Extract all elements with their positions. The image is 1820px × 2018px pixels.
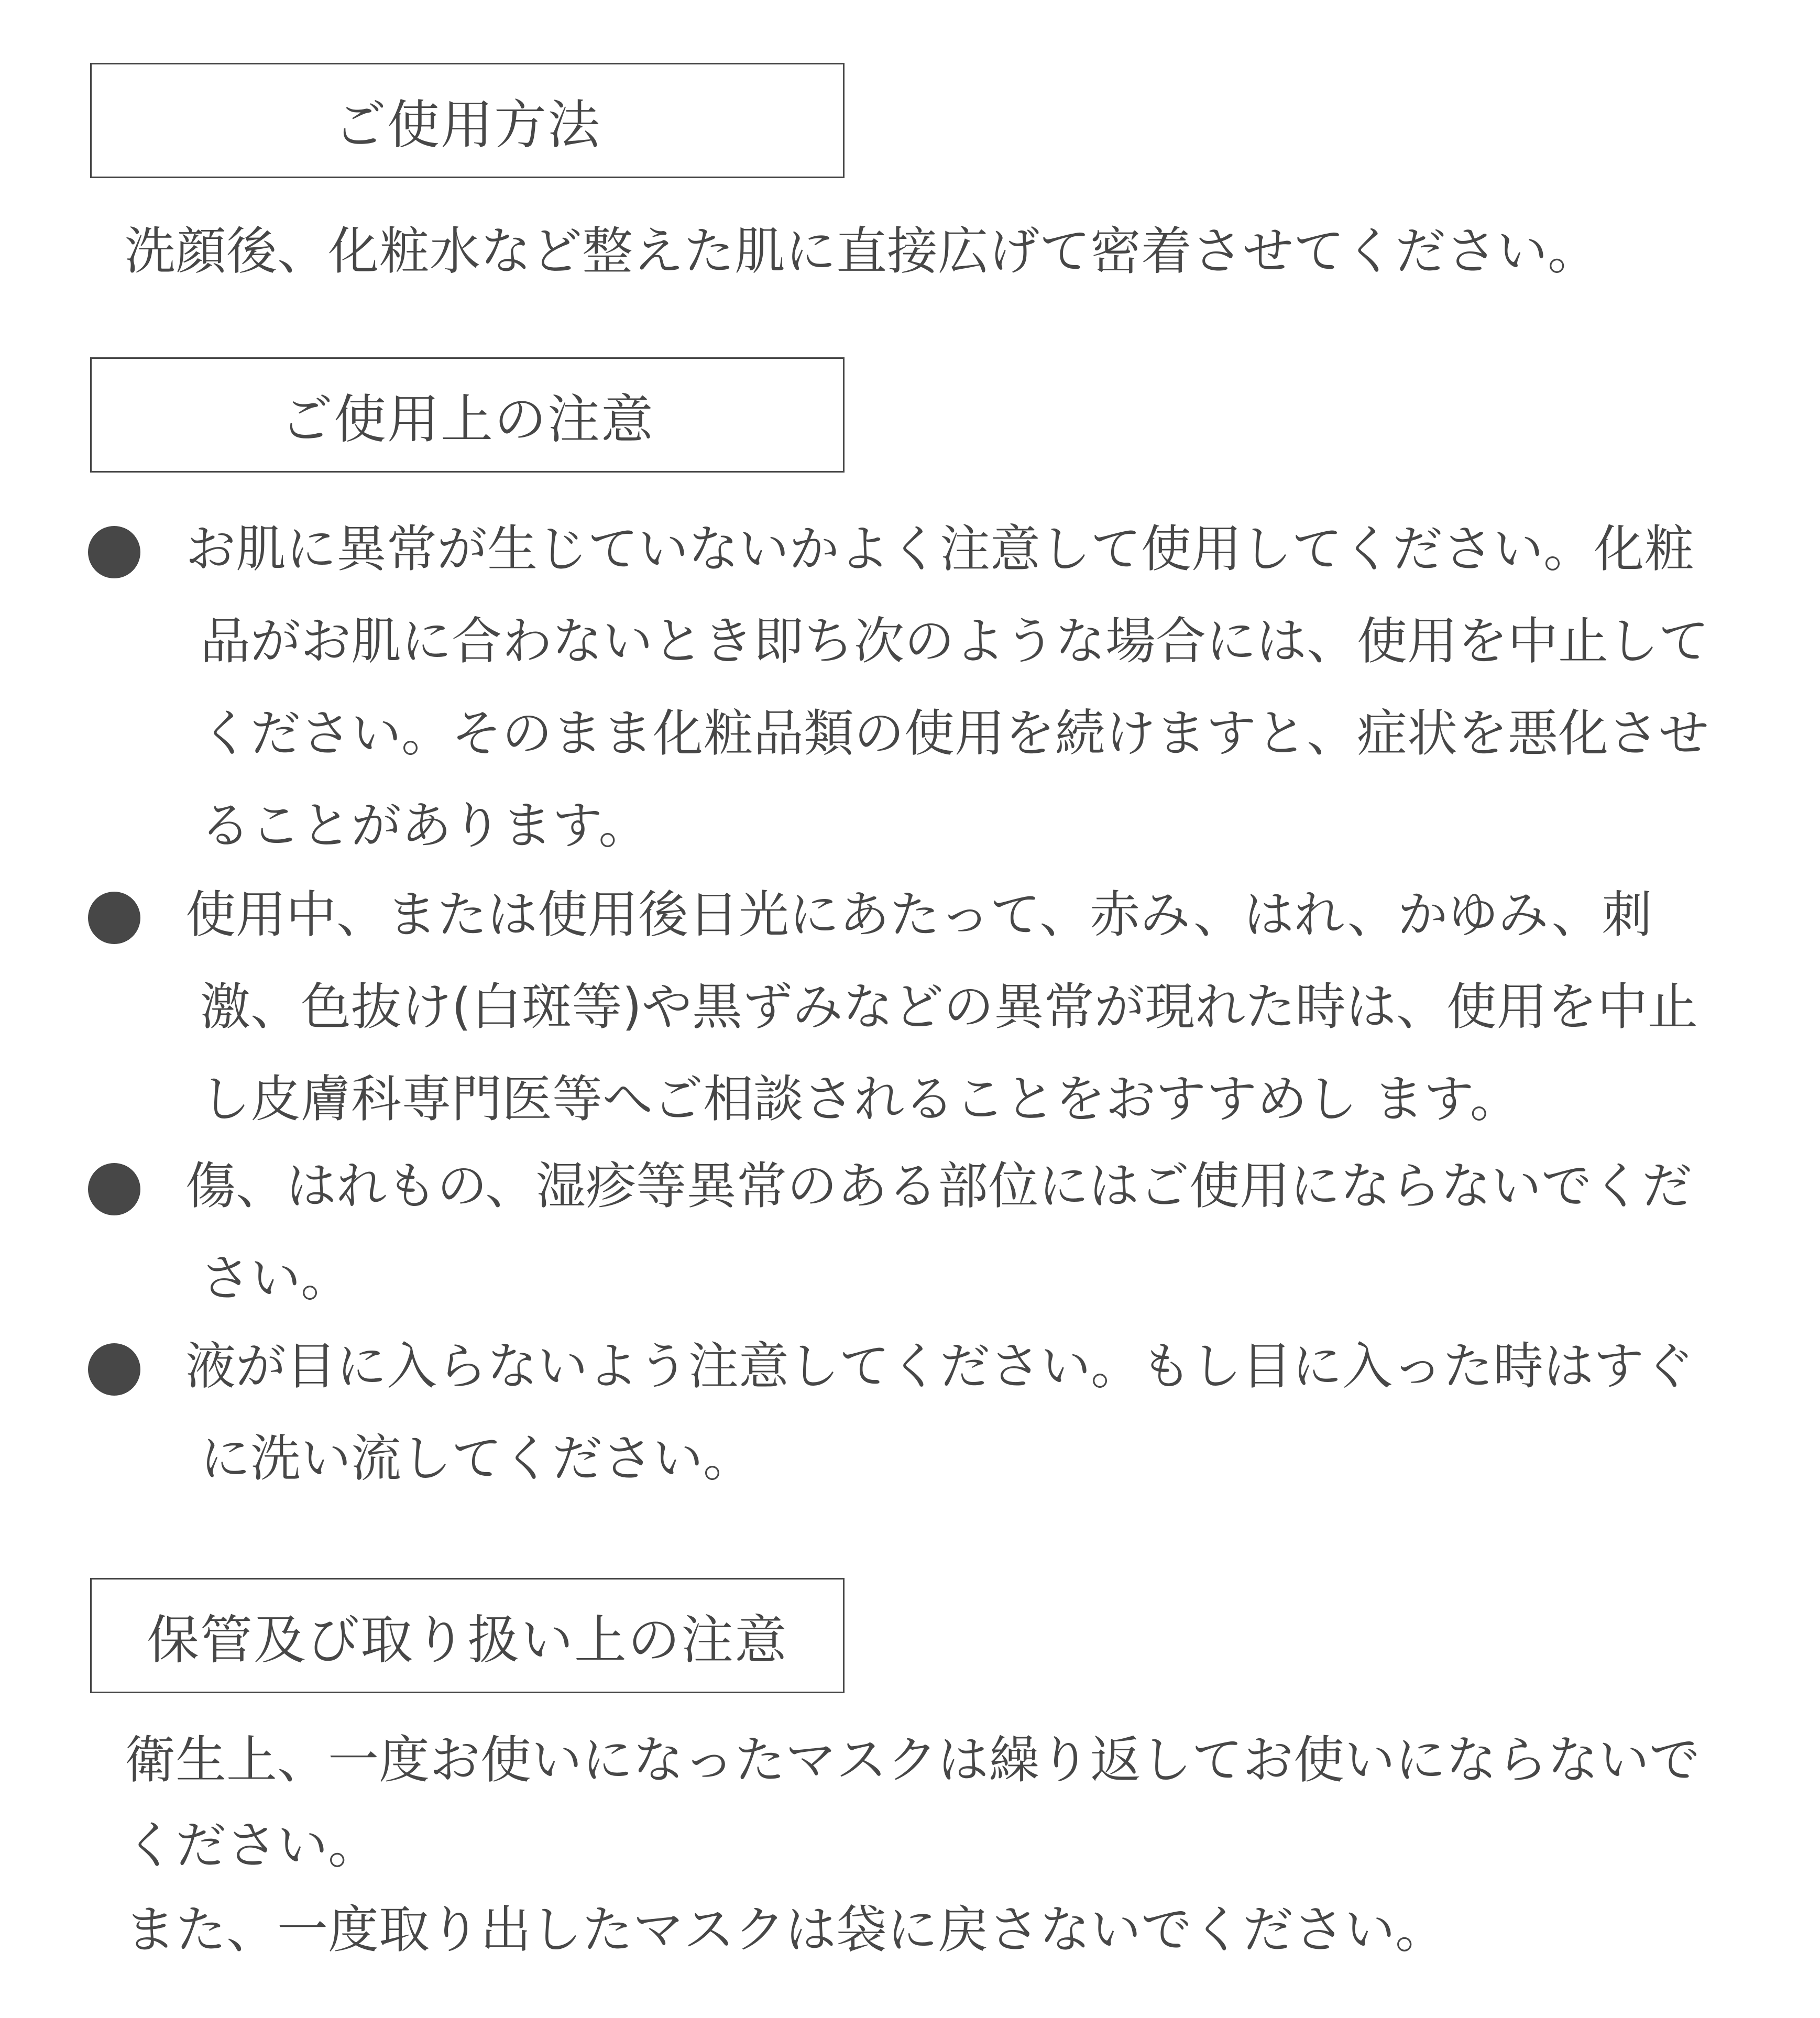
storage-text-2: また、一度取り出したマスクは袋に戻さないでください。 [125, 1900, 1446, 1959]
bullet-icon [88, 1343, 140, 1396]
precaution-item-2 [88, 869, 1738, 1145]
storage-header [90, 1578, 845, 1693]
precautions-title: ご使用上の注意 [280, 389, 654, 450]
bullet-icon [88, 526, 140, 578]
precaution-item-text: お肌に異常が生じていないかよく注意して使用してください。化粧品がお肌に合わないとき即ち次のような場合には、使用を中止してください。そのまま化粧品類の使用を続けますと、症状を悪化させることがあります。 [185, 520, 1709, 855]
storage-title: 保管及び取り扱い上の注意 [147, 1609, 788, 1671]
precaution-item-text: 傷、はれもの、湿疹等異常のある部位にはご使用にならないでください。 [185, 1157, 1693, 1308]
storage-text-1: 衛生上、一度お使いになったマスクは繰り返してお使いにならないでください。 [125, 1730, 1700, 1875]
usage-header [90, 63, 845, 178]
precautions-header [90, 357, 845, 473]
bullet-icon [88, 1163, 140, 1215]
bullet-icon [88, 892, 140, 944]
usage-text: 洗顔後、化粧水など整えた肌に直接広げて密着させてください。 [125, 222, 1598, 281]
precaution-item-text: 使用中、または使用後日光にあたって、赤み、はれ、かゆみ、刺激、色抜け(白斑等)や黒ずみなどの異常が現れた時は、使用を中止し皮膚科専門医等へご相談されることをおすすめし ます。 [185, 885, 1698, 1128]
precaution-item-text: 液が目に入らないよう注意してください。もし目に入った時はすぐに洗い流してください。 [185, 1337, 1694, 1488]
precaution-item-3 [88, 1140, 1738, 1324]
usage-title: ご使用方法 [334, 94, 601, 156]
precaution-item-1 [88, 503, 1738, 872]
precaution-item-4 [88, 1320, 1738, 1505]
